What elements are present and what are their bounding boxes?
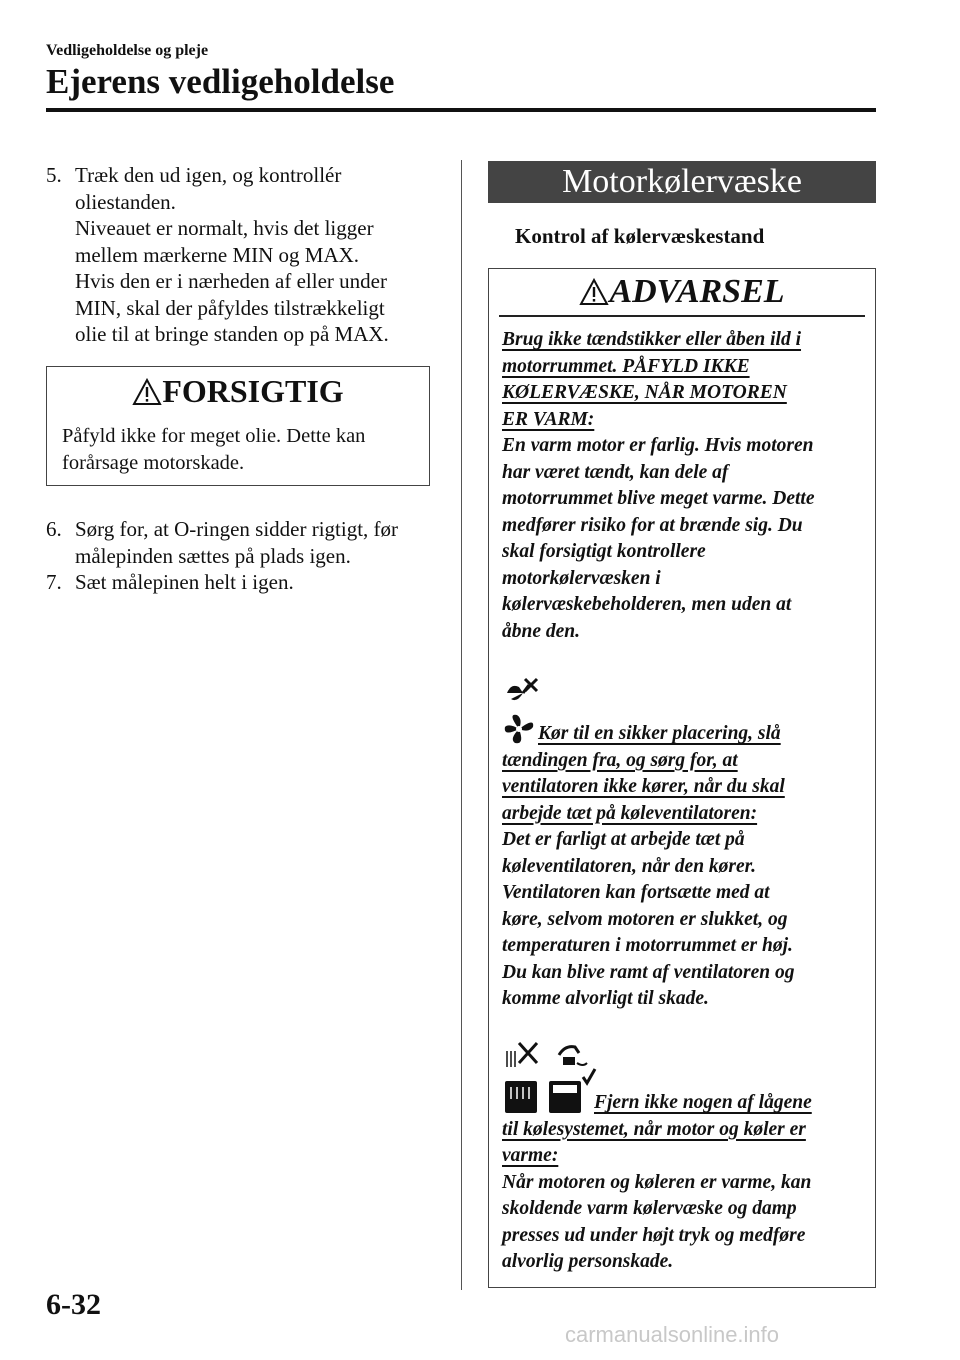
warning-rule (499, 315, 865, 317)
warning-emphasis-line: arbejde tæt på køleventilatoren: (502, 802, 758, 824)
warning-line: motorrummet blive meget varme. Dette (502, 488, 815, 509)
warning-line: Ventilatoren kan fortsætte med at (502, 882, 770, 903)
warning-emphasis-line: Fjern ikke nogen af lågene (594, 1092, 812, 1113)
step-line: Sørg for, at O-ringen sidder rigtigt, før (75, 517, 399, 541)
step-line: oliestanden. (75, 189, 176, 214)
page-number: 6-32 (46, 1288, 101, 1321)
warning-line: kølervæskebeholderen, men uden at (502, 594, 792, 615)
warning-triangle-icon (579, 278, 609, 306)
warning-line: temperaturen i motorrummet er høj. (502, 935, 793, 956)
warning-emphasis-line: til kølesystemet, når motor og køler er (502, 1118, 806, 1140)
step-line: målepinden sættes på plads igen. (75, 543, 351, 568)
section-label: Vedligeholdelse og pleje (46, 42, 209, 59)
sub-heading: Kontrol af kølervæskestand (515, 224, 765, 248)
header-rule (46, 108, 876, 112)
warning-line: medfører risiko for at brænde sig. Du (502, 514, 803, 536)
step-number: 5. (46, 163, 62, 187)
step-line: olie til at bringe standen op på MAX. (75, 322, 389, 346)
caution-line: Påfyld ikke for meget olie. Dette kan (62, 425, 366, 447)
caution-title (47, 373, 429, 410)
warning-emphasis-line: motorrummet. PÅFYLD IKKE (502, 355, 750, 377)
warning-line: Når motoren og køleren er varme, kan (502, 1171, 812, 1193)
warning-line: åbne den. (502, 620, 580, 642)
step-line: Hvis den er i nærheden af eller under (75, 269, 387, 293)
warning-emphasis-line: Brug ikke tændstikker eller åben ild i (502, 329, 802, 350)
step-7 (46, 569, 426, 596)
section-banner: Motorkølervæske (488, 161, 876, 203)
warning-line: har været tændt, kan dele af (502, 461, 729, 483)
warning-title (489, 273, 875, 311)
warning-emphasis-line: ER VARM: (502, 408, 595, 430)
column-divider (461, 160, 462, 1290)
step-line: mellem mærkerne MIN og MAX. (75, 242, 360, 267)
step-5 (46, 162, 426, 348)
caution-title-text: FORSIGTIG (162, 373, 344, 409)
caution-box (46, 366, 430, 486)
warning-title-text: ADVARSEL (609, 273, 785, 310)
caution-line: forårsage motorskade. (62, 451, 245, 474)
step-line: Niveauet er normalt, hvis det ligger (75, 216, 374, 240)
warning-line: køleventilatoren, når den kører. (502, 855, 757, 877)
page-title: Ejerens vedligeholdelse (46, 62, 395, 101)
warning-box (488, 268, 876, 1288)
warning-block-3 (502, 1090, 862, 1276)
warning-line: skal forsigtigt kontrollere (502, 541, 706, 562)
warning-emphasis-line: Kør til en sikker placering, slå (538, 723, 781, 744)
warning-triangle-icon (132, 378, 162, 406)
warning-emphasis-line: tændingen fra, og sørg for, at (502, 749, 738, 771)
warning-line: Det er farligt at arbejde tæt på (502, 829, 745, 850)
warning-line: komme alvorligt til skade. (502, 988, 709, 1009)
warning-line: skoldende varm kølervæske og damp (502, 1198, 797, 1219)
warning-emphasis-line: varme: (502, 1145, 559, 1166)
no-fan-icon (503, 673, 543, 713)
step-number: 6. (46, 517, 62, 541)
warning-line: alvorlig personskade. (502, 1251, 674, 1272)
watermark: carmanualsonline.info (565, 1322, 780, 1347)
caution-body (62, 423, 417, 476)
step-6 (46, 516, 426, 569)
step-number: 7. (46, 570, 62, 594)
step-line: Træk den ud igen, og kontrollér (75, 163, 342, 187)
step-line: MIN, skal der påfyldes tilstrækkeligt (75, 295, 385, 320)
warning-line: presses ud under højt tryk og medføre (502, 1224, 806, 1246)
warning-line: motorkølervæsken i (502, 567, 661, 589)
warning-block-2 (502, 721, 862, 1013)
warning-line: En varm motor er farlig. Hvis motoren (502, 435, 814, 456)
warning-line: køre, selvom motoren er slukket, og (502, 908, 788, 930)
warning-emphasis-line: KØLERVÆSKE, NÅR MOTOREN (502, 382, 787, 403)
warning-line: Du kan blive ramt af ventilatoren og (502, 961, 795, 983)
step-line: Sæt målepinen helt i igen. (75, 570, 294, 594)
warning-block-1 (502, 327, 862, 645)
warning-emphasis-line: ventilatoren ikke kører, når du skal (502, 776, 785, 797)
